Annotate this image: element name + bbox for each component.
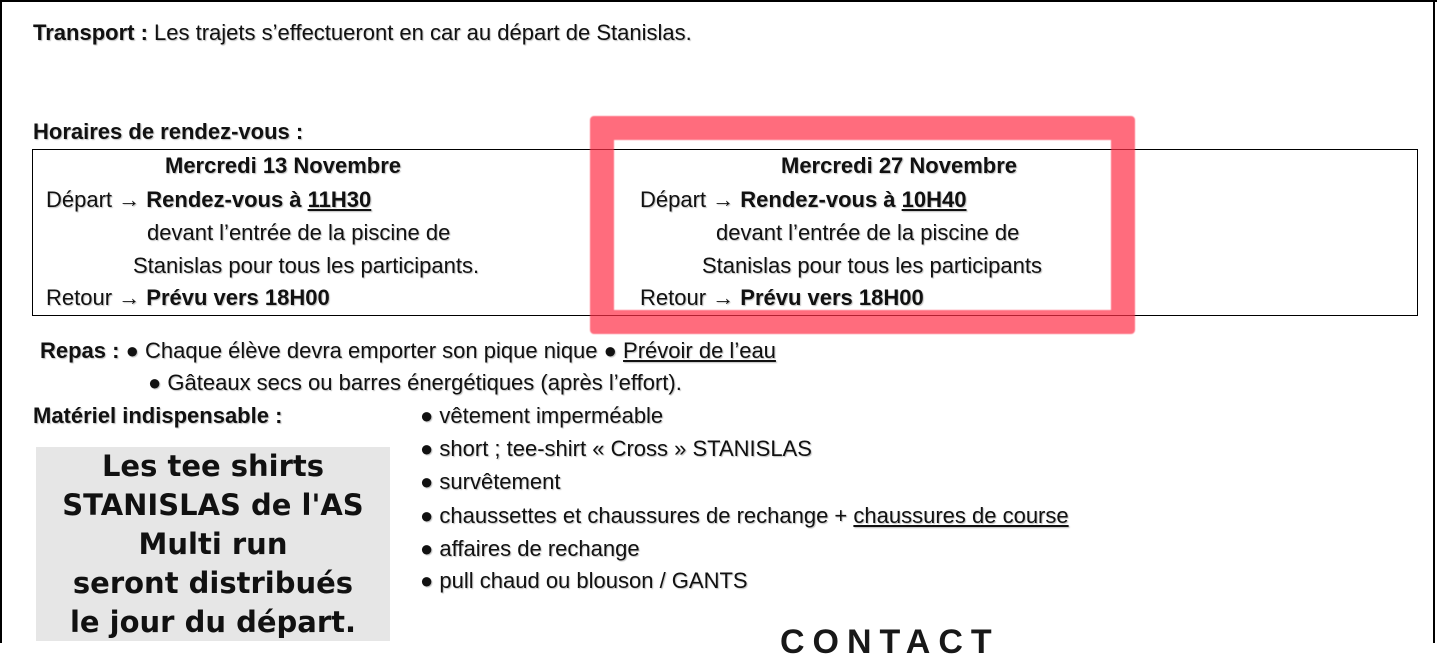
right-retour-bold: Prévu vers 18H00 xyxy=(740,285,924,310)
left-retour xyxy=(46,285,330,311)
right-retour xyxy=(640,285,924,311)
repas-label: Repas : xyxy=(40,338,120,363)
schedule-title: Horaires de rendez-vous : xyxy=(33,119,304,144)
materiel-item: ● survêtement xyxy=(420,469,561,494)
materiel-item: ● vêtement imperméable xyxy=(420,403,664,428)
transport-label: Transport : xyxy=(33,20,148,45)
notice-line: Les tee shirts xyxy=(101,448,325,483)
repas-water-link: Prévoir de l’eau xyxy=(623,338,776,363)
right-depart-time: 10H40 xyxy=(901,187,967,212)
materiel-item-shoes xyxy=(420,503,1069,529)
materiel-item: ● short ; tee-shirt « Cross » STANISLAS xyxy=(420,436,812,461)
running-shoes-text: chaussures de course xyxy=(853,503,1069,528)
repas-item2: ● Gâteaux secs ou barres énergétiques (après l’effort). xyxy=(148,370,682,395)
right-date: Mercredi 27 Novembre xyxy=(781,153,1017,178)
left-retour-bold: Prévu vers 18H00 xyxy=(146,285,330,310)
right-retour-prefix: Retour → xyxy=(640,285,741,310)
materiel-item: ● affaires de rechange xyxy=(420,536,640,561)
right-depart-bold: Rendez-vous à xyxy=(740,187,902,212)
tshirt-notice-box xyxy=(36,447,390,641)
left-depart xyxy=(46,187,371,213)
notice-line: le jour du départ. xyxy=(69,604,357,639)
page-border-left xyxy=(0,0,2,643)
materiel-item-text: ● chaussettes et chaussures de rechange + xyxy=(420,503,854,528)
footer-heading-partial: CONTACT xyxy=(780,623,1000,661)
left-location-line2: Stanislas pour tous les participants. xyxy=(133,253,480,278)
transport-line xyxy=(33,20,692,46)
page-border-top xyxy=(0,0,1437,2)
repas-line xyxy=(40,338,776,364)
left-location-line1: devant l’entrée de la piscine de xyxy=(147,220,451,245)
right-location-line2: Stanislas pour tous les participants xyxy=(702,253,1042,278)
notice-line: seront distribués xyxy=(72,565,354,600)
right-location-line1: devant l’entrée de la piscine de xyxy=(716,220,1020,245)
left-retour-prefix: Retour → xyxy=(46,285,147,310)
right-depart-prefix: Départ → xyxy=(640,187,741,212)
page-border-right xyxy=(1433,0,1435,643)
repas-item1: ● Chaque élève devra emporter son pique nique ● xyxy=(119,338,624,363)
notice-line: STANISLAS de l'AS xyxy=(62,487,364,522)
right-depart xyxy=(640,187,966,213)
left-depart-bold: Rendez-vous à xyxy=(146,187,308,212)
left-depart-prefix: Départ → xyxy=(46,187,147,212)
materiel-item: ● pull chaud ou blouson / GANTS xyxy=(420,568,748,593)
materiel-label: Matériel indispensable : xyxy=(33,403,283,428)
left-date: Mercredi 13 Novembre xyxy=(165,153,401,178)
transport-text: Les trajets s’effectueront en car au départ de Stanislas. xyxy=(147,20,692,45)
left-depart-time: 11H30 xyxy=(307,187,372,212)
notice-line: Multi run xyxy=(138,526,288,561)
